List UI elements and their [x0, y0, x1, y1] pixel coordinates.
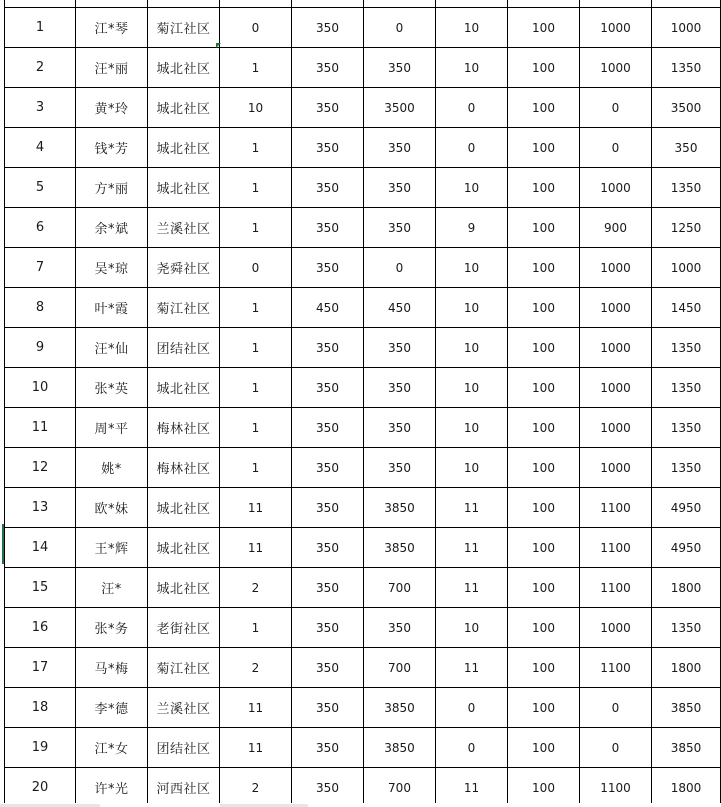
months-cell[interactable]: 10 — [436, 248, 508, 288]
amount-cell[interactable]: 1000 — [580, 48, 652, 88]
months-cell[interactable]: 10 — [436, 328, 508, 368]
amount-cell[interactable]: 3850 — [364, 528, 436, 568]
community-cell[interactable]: 菊江社区 — [148, 288, 220, 328]
months-cell[interactable]: 11 — [436, 648, 508, 688]
name-cell[interactable]: 余*斌 — [76, 208, 148, 248]
standard-cell[interactable]: 350 — [292, 8, 364, 48]
total-cell[interactable]: 4950 — [652, 528, 721, 568]
row-number-cell[interactable]: 15 — [5, 568, 76, 608]
community-cell[interactable]: 城北社区 — [148, 168, 220, 208]
row-number-cell[interactable]: 6 — [5, 208, 76, 248]
table-row — [5, 728, 721, 768]
selection-indicator — [2, 524, 4, 564]
standard-cell[interactable]: 100 — [508, 408, 580, 448]
months-cell[interactable]: 1 — [220, 128, 292, 168]
standard-cell[interactable]: 350 — [292, 648, 364, 688]
total-cell[interactable]: 4950 — [652, 488, 721, 528]
column-header[interactable] — [364, 0, 436, 8]
name-cell[interactable]: 黄*玲 — [76, 88, 148, 128]
column-header[interactable] — [436, 0, 508, 8]
table-row — [5, 608, 721, 648]
amount-cell[interactable]: 700 — [364, 568, 436, 608]
amount-cell[interactable]: 0 — [364, 248, 436, 288]
column-header[interactable] — [508, 0, 580, 8]
row-number-cell[interactable]: 5 — [5, 168, 76, 208]
standard-cell[interactable]: 350 — [292, 528, 364, 568]
months-cell[interactable]: 1 — [220, 288, 292, 328]
standard-cell[interactable]: 350 — [292, 448, 364, 488]
months-cell[interactable]: 1 — [220, 408, 292, 448]
row-number-cell[interactable]: 4 — [5, 128, 76, 168]
months-cell[interactable]: 10 — [220, 88, 292, 128]
amount-cell[interactable]: 1000 — [580, 8, 652, 48]
amount-cell[interactable]: 1100 — [580, 768, 652, 807]
standard-cell[interactable]: 350 — [292, 408, 364, 448]
months-cell[interactable]: 2 — [220, 568, 292, 608]
months-cell[interactable]: 11 — [220, 528, 292, 568]
row-number-cell[interactable]: 17 — [5, 648, 76, 688]
total-cell[interactable]: 1350 — [652, 48, 721, 88]
amount-cell[interactable]: 350 — [364, 208, 436, 248]
total-cell[interactable]: 3500 — [652, 88, 721, 128]
community-cell[interactable]: 梅林社区 — [148, 448, 220, 488]
months-cell[interactable]: 10 — [436, 408, 508, 448]
amount-cell[interactable]: 350 — [364, 408, 436, 448]
row-number-cell[interactable]: 11 — [5, 408, 76, 448]
standard-cell[interactable]: 450 — [292, 288, 364, 328]
row-number-cell[interactable]: 19 — [5, 728, 76, 768]
months-cell[interactable]: 10 — [436, 48, 508, 88]
community-cell[interactable]: 城北社区 — [148, 488, 220, 528]
total-cell[interactable]: 3850 — [652, 688, 721, 728]
name-cell[interactable]: 江*女 — [76, 728, 148, 768]
community-cell[interactable]: 城北社区 — [148, 128, 220, 168]
table-row — [5, 528, 721, 568]
column-header[interactable] — [148, 0, 220, 8]
amount-cell[interactable]: 1000 — [580, 608, 652, 648]
community-cell[interactable]: 团结社区 — [148, 728, 220, 768]
standard-cell[interactable]: 350 — [292, 368, 364, 408]
row-number-cell[interactable]: 10 — [5, 368, 76, 408]
community-cell[interactable]: 兰溪社区 — [148, 208, 220, 248]
amount-cell[interactable]: 450 — [364, 288, 436, 328]
row-number-cell[interactable]: 3 — [5, 88, 76, 128]
name-cell[interactable]: 汪*仙 — [76, 328, 148, 368]
table-row — [5, 488, 721, 528]
months-cell[interactable]: 10 — [436, 168, 508, 208]
table-row — [5, 48, 721, 88]
amount-cell[interactable]: 1000 — [580, 288, 652, 328]
total-cell[interactable]: 350 — [652, 128, 721, 168]
name-cell[interactable]: 周*平 — [76, 408, 148, 448]
table-row — [5, 248, 721, 288]
amount-cell[interactable]: 0 — [580, 88, 652, 128]
column-header[interactable] — [220, 0, 292, 8]
months-cell[interactable]: 1 — [220, 608, 292, 648]
months-cell[interactable]: 0 — [220, 248, 292, 288]
standard-cell[interactable]: 100 — [508, 368, 580, 408]
name-cell[interactable]: 王*辉 — [76, 528, 148, 568]
table-row — [5, 88, 721, 128]
amount-cell[interactable]: 1100 — [580, 568, 652, 608]
standard-cell[interactable]: 350 — [292, 488, 364, 528]
standard-cell[interactable]: 100 — [508, 8, 580, 48]
community-cell[interactable]: 城北社区 — [148, 568, 220, 608]
name-cell[interactable]: 方*丽 — [76, 168, 148, 208]
months-cell[interactable]: 0 — [436, 728, 508, 768]
amount-cell[interactable]: 1000 — [580, 168, 652, 208]
amount-cell[interactable]: 350 — [364, 128, 436, 168]
total-cell[interactable]: 3850 — [652, 728, 721, 768]
standard-cell[interactable]: 100 — [508, 768, 580, 807]
months-cell[interactable]: 0 — [436, 688, 508, 728]
amount-cell[interactable]: 350 — [364, 168, 436, 208]
amount-cell[interactable]: 0 — [364, 8, 436, 48]
row-number-cell[interactable]: 9 — [5, 328, 76, 368]
months-cell[interactable]: 11 — [220, 688, 292, 728]
total-cell[interactable]: 1350 — [652, 408, 721, 448]
standard-cell[interactable]: 100 — [508, 48, 580, 88]
standard-cell[interactable]: 350 — [292, 608, 364, 648]
months-cell[interactable]: 11 — [436, 568, 508, 608]
name-cell[interactable]: 姚* — [76, 448, 148, 488]
standard-cell[interactable]: 100 — [508, 328, 580, 368]
table-row — [5, 648, 721, 688]
name-cell[interactable]: 马*梅 — [76, 648, 148, 688]
amount-cell[interactable]: 3850 — [364, 688, 436, 728]
row-number-cell[interactable]: 20 — [5, 768, 76, 807]
table-body — [5, 8, 721, 807]
amount-cell[interactable]: 1000 — [580, 408, 652, 448]
name-cell[interactable]: 钱*芳 — [76, 128, 148, 168]
amount-cell[interactable]: 0 — [580, 128, 652, 168]
months-cell[interactable]: 0 — [436, 88, 508, 128]
row-number-cell[interactable]: 2 — [5, 48, 76, 88]
table-row — [5, 168, 721, 208]
months-cell[interactable]: 10 — [436, 448, 508, 488]
standard-cell[interactable]: 350 — [292, 128, 364, 168]
months-cell[interactable]: 9 — [436, 208, 508, 248]
standard-cell[interactable]: 100 — [508, 528, 580, 568]
community-cell[interactable]: 尧舜社区 — [148, 248, 220, 288]
standard-cell[interactable]: 100 — [508, 568, 580, 608]
months-cell[interactable]: 11 — [220, 488, 292, 528]
amount-cell[interactable]: 350 — [364, 48, 436, 88]
name-cell[interactable]: 叶*霞 — [76, 288, 148, 328]
standard-cell[interactable]: 350 — [292, 568, 364, 608]
standard-cell[interactable]: 100 — [508, 688, 580, 728]
total-cell[interactable]: 1350 — [652, 448, 721, 488]
community-cell[interactable]: 城北社区 — [148, 88, 220, 128]
standard-cell[interactable]: 100 — [508, 128, 580, 168]
amount-cell[interactable]: 0 — [580, 728, 652, 768]
name-cell[interactable]: 吴*琼 — [76, 248, 148, 288]
standard-cell[interactable]: 350 — [292, 168, 364, 208]
standard-cell[interactable]: 100 — [508, 608, 580, 648]
name-cell[interactable]: 汪* — [76, 568, 148, 608]
name-cell[interactable]: 江*琴 — [76, 8, 148, 48]
data-table — [4, 0, 721, 807]
standard-cell[interactable]: 350 — [292, 328, 364, 368]
row-number-cell[interactable]: 16 — [5, 608, 76, 648]
months-cell[interactable]: 0 — [220, 8, 292, 48]
row-number-cell[interactable]: 12 — [5, 448, 76, 488]
amount-cell[interactable]: 1000 — [580, 248, 652, 288]
table-row — [5, 288, 721, 328]
standard-cell[interactable]: 350 — [292, 48, 364, 88]
amount-cell[interactable]: 350 — [364, 368, 436, 408]
standard-cell[interactable]: 100 — [508, 168, 580, 208]
table-row — [5, 128, 721, 168]
community-cell[interactable]: 梅林社区 — [148, 408, 220, 448]
table-row — [5, 448, 721, 488]
table-row — [5, 768, 721, 807]
months-cell[interactable]: 1 — [220, 168, 292, 208]
amount-cell[interactable]: 900 — [580, 208, 652, 248]
row-number-cell[interactable]: 14 — [5, 528, 76, 568]
total-cell[interactable]: 1450 — [652, 288, 721, 328]
amount-cell[interactable]: 350 — [364, 328, 436, 368]
name-cell[interactable]: 张*英 — [76, 368, 148, 408]
table-row — [5, 208, 721, 248]
community-cell[interactable]: 团结社区 — [148, 328, 220, 368]
community-cell[interactable]: 城北社区 — [148, 368, 220, 408]
months-cell[interactable]: 10 — [436, 8, 508, 48]
community-cell[interactable]: 菊江社区 — [148, 648, 220, 688]
standard-cell[interactable]: 100 — [508, 288, 580, 328]
months-cell[interactable]: 2 — [220, 768, 292, 807]
months-cell[interactable]: 1 — [220, 48, 292, 88]
amount-cell[interactable]: 1100 — [580, 528, 652, 568]
amount-cell[interactable]: 700 — [364, 648, 436, 688]
amount-cell[interactable]: 1000 — [580, 328, 652, 368]
community-cell[interactable]: 菊江社区 — [148, 8, 220, 48]
amount-cell[interactable]: 3500 — [364, 88, 436, 128]
row-number-cell[interactable]: 18 — [5, 688, 76, 728]
total-cell[interactable]: 1350 — [652, 368, 721, 408]
community-cell[interactable]: 兰溪社区 — [148, 688, 220, 728]
total-cell[interactable]: 1800 — [652, 648, 721, 688]
standard-cell[interactable]: 100 — [508, 648, 580, 688]
row-number-cell[interactable]: 8 — [5, 288, 76, 328]
months-cell[interactable]: 11 — [220, 728, 292, 768]
total-cell[interactable]: 1350 — [652, 168, 721, 208]
standard-cell[interactable]: 350 — [292, 688, 364, 728]
amount-cell[interactable]: 700 — [364, 768, 436, 807]
standard-cell[interactable]: 100 — [508, 488, 580, 528]
row-number-cell[interactable]: 7 — [5, 248, 76, 288]
name-cell[interactable]: 张*务 — [76, 608, 148, 648]
amount-cell[interactable]: 3850 — [364, 488, 436, 528]
header-row — [5, 0, 721, 8]
table-row — [5, 568, 721, 608]
months-cell[interactable]: 11 — [436, 488, 508, 528]
amount-cell[interactable]: 350 — [364, 448, 436, 488]
standard-cell[interactable]: 100 — [508, 88, 580, 128]
cell-comment-marker — [216, 43, 221, 48]
standard-cell[interactable]: 350 — [292, 208, 364, 248]
total-cell[interactable]: 1800 — [652, 768, 721, 807]
community-cell[interactable]: 城北社区 — [148, 528, 220, 568]
amount-cell[interactable]: 0 — [580, 688, 652, 728]
name-cell[interactable]: 许*光 — [76, 768, 148, 807]
standard-cell[interactable]: 350 — [292, 248, 364, 288]
community-cell[interactable]: 老街社区 — [148, 608, 220, 648]
total-cell[interactable]: 1800 — [652, 568, 721, 608]
amount-cell[interactable]: 350 — [364, 608, 436, 648]
standard-cell[interactable]: 350 — [292, 728, 364, 768]
name-cell[interactable]: 汪*丽 — [76, 48, 148, 88]
community-cell[interactable]: 城北社区 — [148, 48, 220, 88]
column-header[interactable] — [292, 0, 364, 8]
standard-cell[interactable]: 100 — [508, 448, 580, 488]
row-number-cell[interactable]: 1 — [5, 8, 76, 48]
table-row — [5, 408, 721, 448]
table-row — [5, 328, 721, 368]
amount-cell[interactable]: 1100 — [580, 488, 652, 528]
table-row — [5, 368, 721, 408]
months-cell[interactable]: 10 — [436, 608, 508, 648]
column-header[interactable] — [652, 0, 721, 8]
name-cell[interactable]: 李*德 — [76, 688, 148, 728]
column-header[interactable] — [76, 0, 148, 8]
total-cell[interactable]: 1000 — [652, 248, 721, 288]
months-cell[interactable]: 1 — [220, 448, 292, 488]
total-cell[interactable]: 1250 — [652, 208, 721, 248]
column-header[interactable] — [5, 0, 76, 8]
standard-cell[interactable]: 350 — [292, 88, 364, 128]
months-cell[interactable]: 1 — [220, 368, 292, 408]
community-cell[interactable]: 河西社区 — [148, 768, 220, 807]
months-cell[interactable]: 1 — [220, 208, 292, 248]
months-cell[interactable]: 10 — [436, 288, 508, 328]
standard-cell[interactable]: 100 — [508, 248, 580, 288]
standard-cell[interactable]: 100 — [508, 728, 580, 768]
name-cell[interactable]: 欧*妹 — [76, 488, 148, 528]
months-cell[interactable]: 11 — [436, 528, 508, 568]
sheet-bottom-edge — [0, 803, 721, 807]
total-cell[interactable]: 1350 — [652, 608, 721, 648]
total-cell[interactable]: 1350 — [652, 328, 721, 368]
row-number-cell[interactable]: 13 — [5, 488, 76, 528]
amount-cell[interactable]: 1000 — [580, 368, 652, 408]
column-header[interactable] — [580, 0, 652, 8]
months-cell[interactable]: 10 — [436, 368, 508, 408]
table-row — [5, 8, 721, 48]
months-cell[interactable]: 1 — [220, 328, 292, 368]
amount-cell[interactable]: 1000 — [580, 448, 652, 488]
amount-cell[interactable]: 3850 — [364, 728, 436, 768]
standard-cell[interactable]: 100 — [508, 208, 580, 248]
standard-cell[interactable]: 350 — [292, 768, 364, 807]
months-cell[interactable]: 11 — [436, 768, 508, 807]
total-cell[interactable]: 1000 — [652, 8, 721, 48]
months-cell[interactable]: 2 — [220, 648, 292, 688]
table-row — [5, 688, 721, 728]
amount-cell[interactable]: 1100 — [580, 648, 652, 688]
months-cell[interactable]: 0 — [436, 128, 508, 168]
